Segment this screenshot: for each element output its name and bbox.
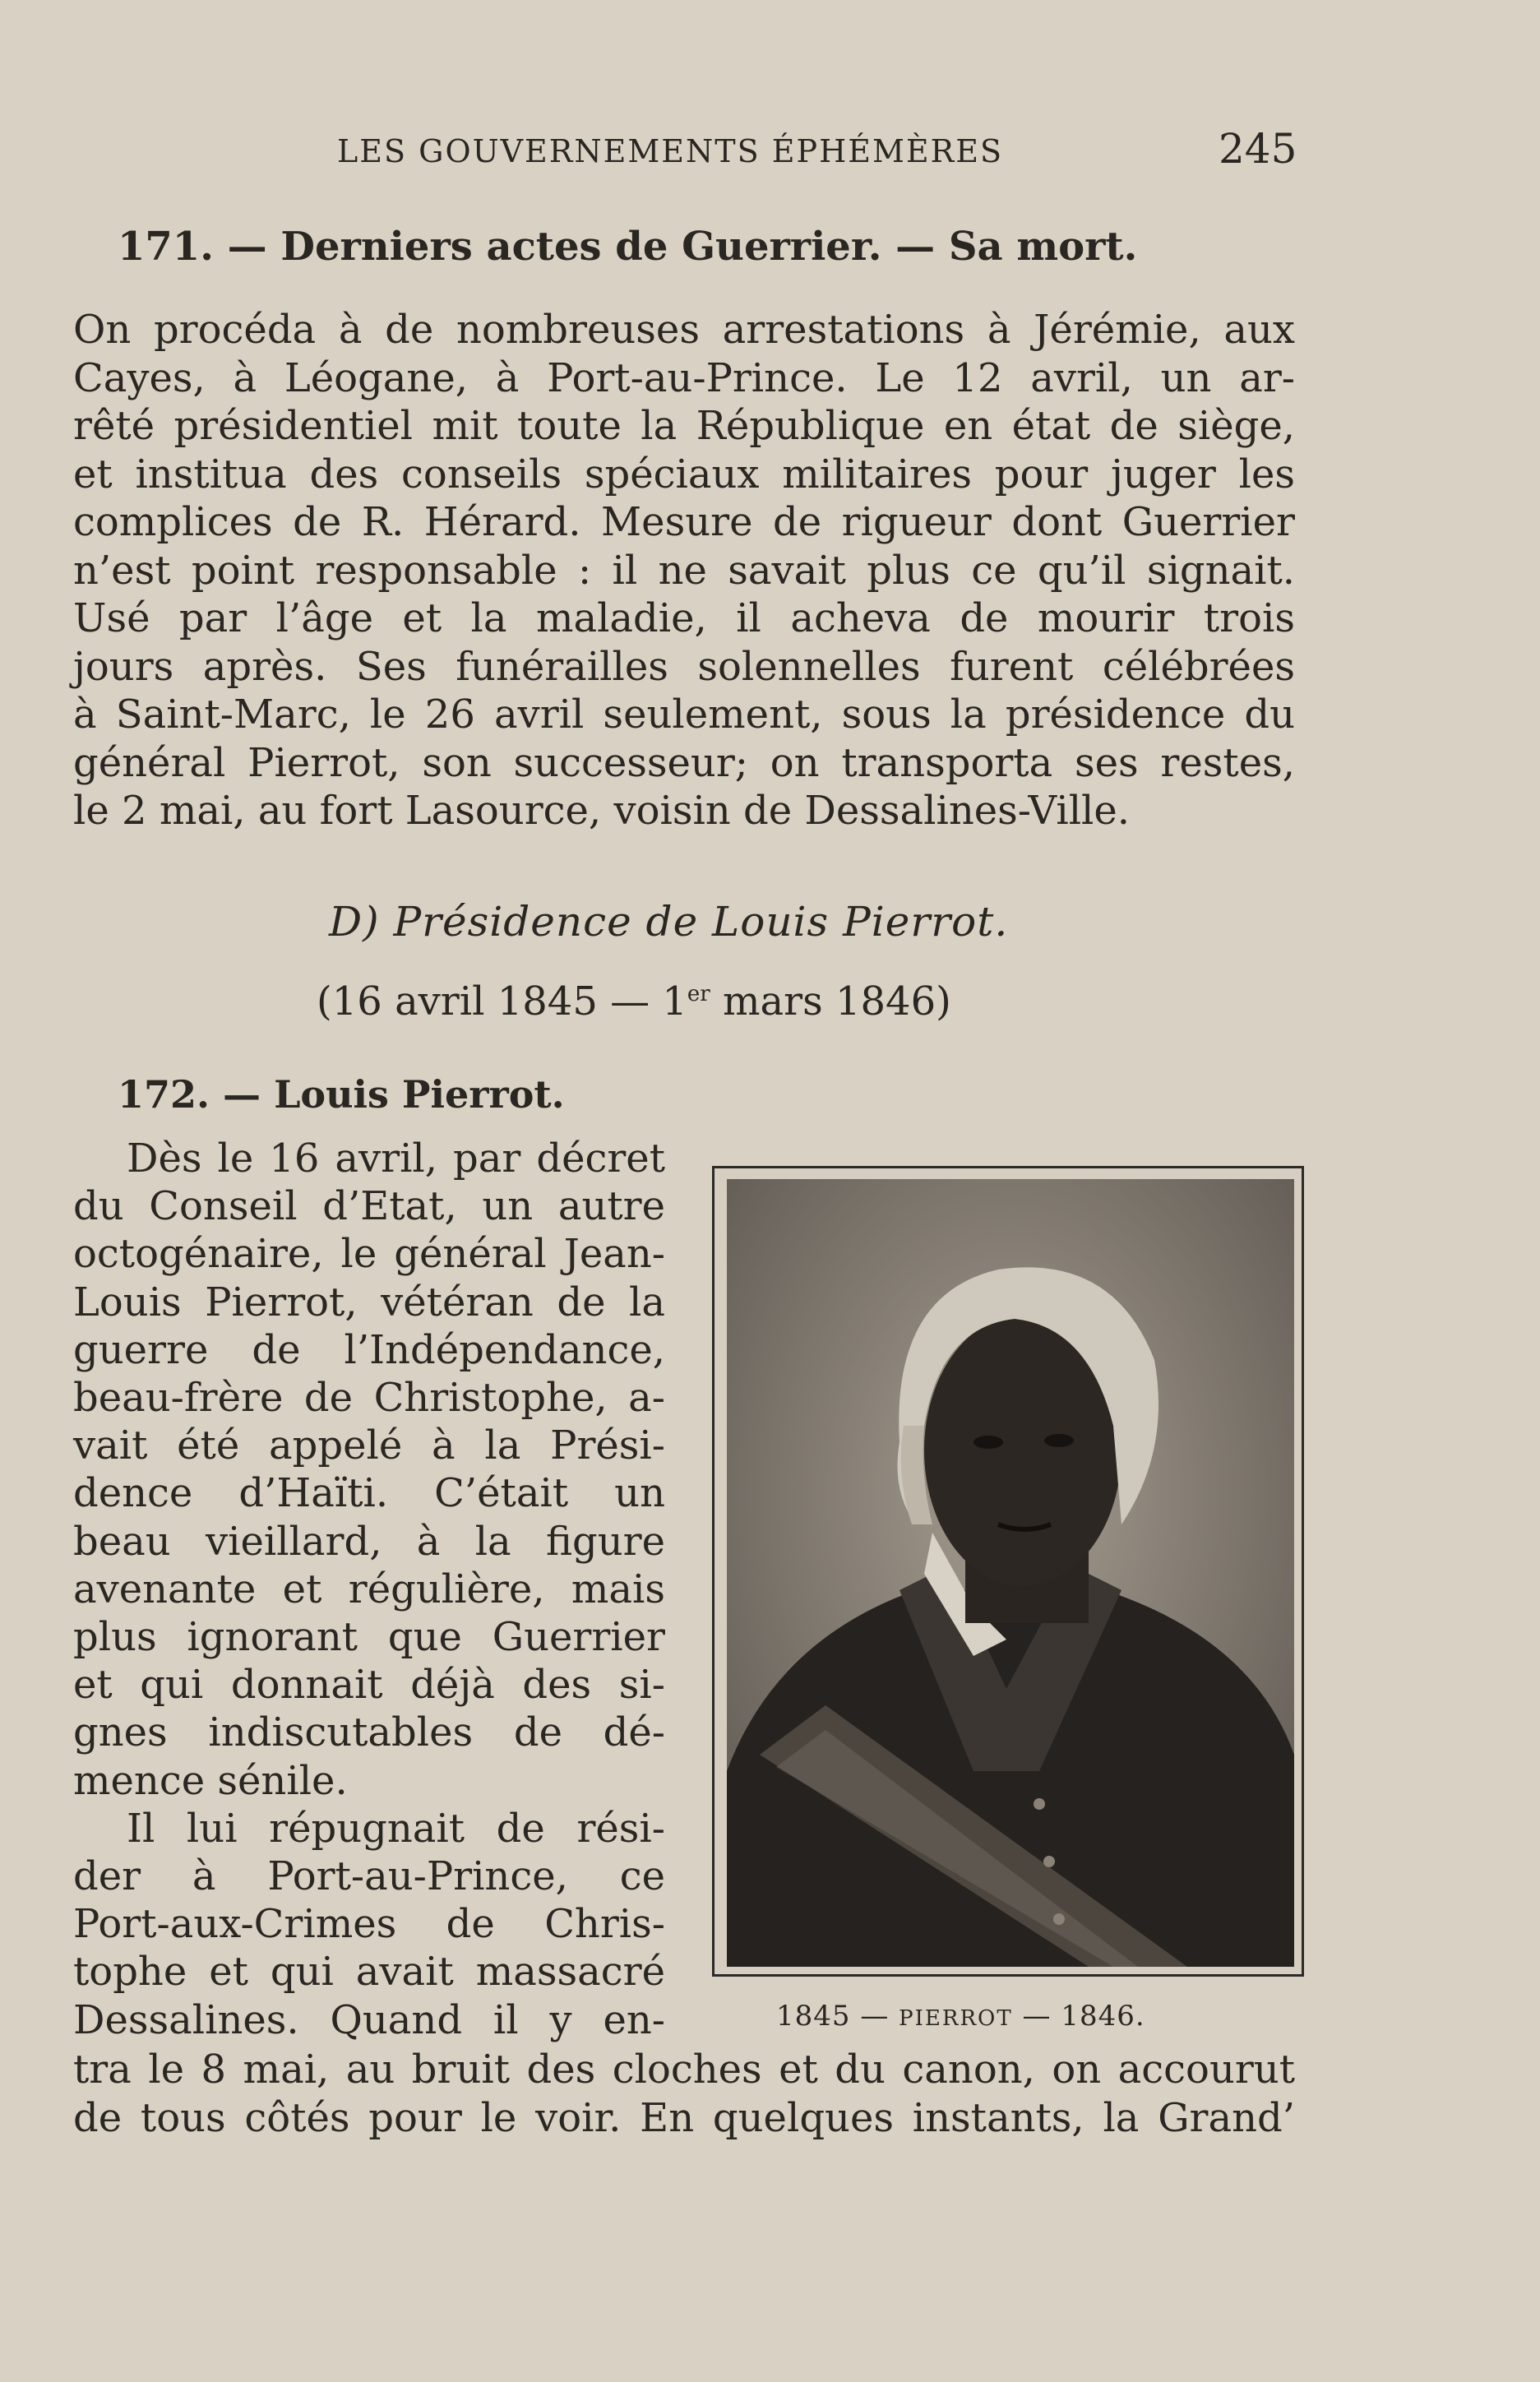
dates-superscript: er: [687, 982, 710, 1006]
text-line: le 2 mai, au fort Lasource, voisin de Dessalines-Ville.: [73, 788, 1131, 834]
text-line: Louis Pierrot, vétéran de la: [73, 1279, 665, 1325]
text-line: complices de R. Hérard. Mesure de rigueur dont Guerrier: [73, 499, 1295, 545]
caption-name: PIERROT: [899, 2006, 1013, 2031]
text-line: Port-aux-Crimes de Chris-: [73, 1901, 665, 1948]
text-line: rêté présidentiel mit toute la République en état de siège,: [73, 403, 1295, 449]
text-line: tophe et qui avait massacré: [73, 1949, 665, 1996]
section-172-heading: 172. — Louis Pierrot.: [118, 1072, 565, 1117]
text-line: du Conseil d’Etat, un autre: [73, 1183, 665, 1230]
caption-end: — 1846.: [1022, 2000, 1145, 2033]
text-line: dence d’Haïti. C’était un: [73, 1470, 665, 1517]
text-line: On procéda à de nombreuses arrestations à Jérémie, aux: [73, 307, 1295, 353]
section-172-continuation: [73, 2046, 1295, 2142]
text-line: et institua des conseils spéciaux militaires pour juger les: [73, 451, 1295, 497]
dates-end: mars 1846): [710, 978, 951, 1024]
text-line: Il lui répugnait de rési-: [127, 1805, 665, 1852]
text-line: der à Port-au-Prince, ce: [73, 1853, 665, 1900]
text-line: mence sénile.: [73, 1757, 348, 1804]
text-line: tra le 8 mai, au bruit des cloches et du canon, on accourut: [73, 2047, 1295, 2093]
section-171-paragraph: [73, 306, 1295, 835]
text-line: gnes indiscutables de dé-: [73, 1709, 665, 1756]
dates-start: (16 avril 1845 — 1: [317, 978, 687, 1024]
running-title: LES GOUVERNEMENTS ÉPHÉMÈRES: [337, 133, 1003, 169]
text-line: n’est point responsable : il ne savait plus ce qu’il signait.: [73, 547, 1295, 594]
text-line: à Saint-Marc, le 26 avril seulement, sous la présidence du: [73, 691, 1295, 738]
section-171-heading: 171. — Derniers actes de Guerrier. — Sa mort.: [118, 224, 1138, 270]
text-line: Dès le 16 avril, par décret: [127, 1135, 665, 1182]
text-line: octogénaire, le général Jean-: [73, 1231, 665, 1278]
text-line: beau-frère de Christophe, a-: [73, 1375, 665, 1422]
presidency-dates: [317, 978, 951, 1024]
presidency-title: D) Présidence de Louis Pierrot.: [329, 898, 1009, 946]
section-172-column: [73, 1135, 665, 2044]
text-line: et qui donnait déjà des si-: [73, 1662, 665, 1709]
text-line: beau vieillard, à la figure: [73, 1518, 665, 1565]
text-line: de tous côtés pour le voir. En quelques instants, la Grand’: [73, 2094, 1295, 2141]
portrait-pierrot-image: [727, 1179, 1294, 1967]
text-line: Usé par l’âge et la maladie, il acheva de mourir trois: [73, 595, 1295, 641]
text-line: Dessalines. Quand il y en-: [73, 1996, 665, 2043]
text-line: Cayes, à Léogane, à Port-au-Prince. Le 12 avril, un ar-: [73, 354, 1295, 401]
text-line: vait été appelé à la Prési-: [73, 1422, 665, 1469]
text-line: guerre de l’Indépendance,: [73, 1326, 665, 1373]
text-line: plus ignorant que Guerrier: [73, 1614, 665, 1661]
portrait-caption: [776, 2000, 1145, 2033]
text-line: avenante et régulière, mais: [73, 1566, 665, 1612]
caption-start: 1845 —: [776, 2000, 890, 2033]
text-line: jours après. Ses funérailles solennelles furent célébrées: [73, 643, 1295, 690]
text-line: général Pierrot, son successeur; on transporta ses restes,: [73, 739, 1295, 786]
page-number: 245: [1219, 125, 1297, 173]
